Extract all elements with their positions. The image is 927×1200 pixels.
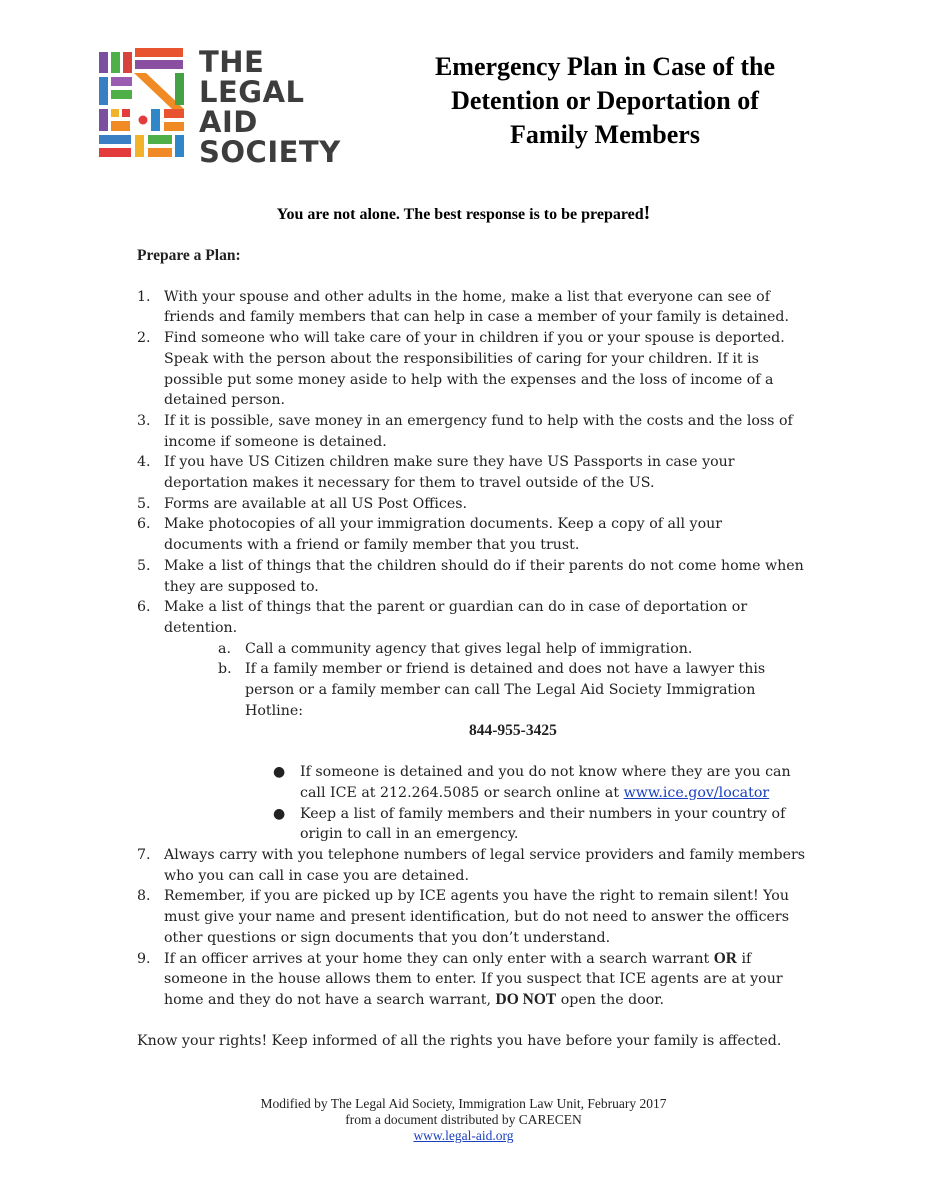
title-line-1: Emergency Plan in Case of the (434, 52, 776, 81)
list-line: Forms are available at all US Post Offices. (164, 495, 468, 512)
logo-wordmark (199, 47, 341, 167)
section-heading: Prepare a Plan: (137, 247, 241, 264)
intro-text: You are not alone. The best response is to be prepared (276, 206, 644, 223)
list-line: who you can call in case you are detained. (164, 867, 470, 884)
list-line: Always carry with you telephone numbers of legal service providers and family members (164, 846, 806, 863)
list-line: If it is possible, save money in an emergency fund to help with the costs and the loss of (164, 412, 793, 429)
list-line: Remember, if you are picked up by ICE agents you have the right to remain silent! You (164, 888, 789, 905)
hotline-number: 844-955-3425 (469, 722, 557, 740)
bullet-line: Keep a list of family members and their numbers in your country of (300, 805, 786, 822)
list-item (137, 494, 797, 515)
list-number: 6. (137, 599, 151, 616)
list-line: detention. (164, 619, 238, 636)
list-item (137, 556, 804, 597)
list-number: 1. (137, 288, 151, 305)
list-number: 9. (137, 950, 151, 967)
bullet-line (300, 783, 797, 804)
list-item (137, 845, 806, 886)
bullet-item-locator (137, 762, 797, 803)
list-line: Make a list of things that the parent or guardian can do in case of deportation or (164, 599, 748, 616)
bullet-dot-icon: ● (273, 764, 286, 781)
list-item (137, 949, 797, 1011)
logo-line-2: LEGAL (199, 75, 305, 109)
list-item (137, 287, 797, 328)
intro-statement (0, 202, 927, 225)
list-line: Call a community agency that gives legal help of immigration. (245, 640, 693, 657)
list-line: income if someone is detained. (164, 433, 387, 450)
list-line: they are supposed to. (164, 578, 319, 595)
intro-exclamation: ! (643, 202, 651, 224)
list-line: If a family member or friend is detained and does not have a lawyer this (245, 661, 766, 678)
list-line: If you have US Citizen children make sure they have US Passports in case your (164, 454, 735, 471)
bullet-line: origin to call in an emergency. (300, 826, 519, 843)
list-item (137, 886, 797, 948)
list-item (137, 452, 797, 493)
list-line-text: if (736, 950, 752, 967)
list-number: 3. (137, 412, 151, 429)
bullet-line: If someone is detained and you do not know where they are you can (300, 764, 791, 781)
emphasis-or: OR (713, 949, 737, 967)
sublist-letter: a. (218, 640, 231, 657)
list-line-text: home and they do not have a search warrant, (164, 991, 496, 1008)
list-item (137, 597, 797, 638)
emphasis-do-not: DO NOT (495, 990, 557, 1008)
list-item (137, 328, 797, 411)
list-number: 6. (137, 516, 151, 533)
logo-line-3: AID (199, 105, 258, 139)
list-line: person or a family member can call The Legal Aid Society Immigration (245, 682, 756, 699)
list-number: 5. (137, 557, 151, 574)
sublist-item (137, 659, 797, 721)
list-line-text: If an officer arrives at your home they can only enter with a search warrant (164, 950, 714, 967)
list-line: deportation makes it necessary for them to travel outside of the US. (164, 475, 655, 492)
list-line-text: open the door. (556, 991, 665, 1008)
list-line: Make a list of things that the children should do if their parents do not come home when (164, 557, 804, 574)
list-line: must give your name and present identification, but do not need to answer the officers (164, 909, 789, 926)
numbered-list (137, 287, 804, 639)
list-number: 8. (137, 888, 151, 905)
list-line (164, 949, 797, 970)
list-line: friends and family members that can help in case a member of your family is detained. (164, 309, 789, 326)
document-title (395, 50, 815, 152)
bullet-dot-icon: ● (273, 805, 286, 822)
sublist-letter: b. (218, 661, 232, 678)
plan-content (137, 246, 806, 1051)
list-line: other questions or sign documents that you don’t understand. (164, 929, 611, 946)
legal-aid-website-link[interactable]: www.legal-aid.org (413, 1128, 514, 1143)
lettered-sublist (137, 639, 797, 722)
footer-line-2: from a document distributed by CARECEN (345, 1112, 582, 1127)
list-line (164, 990, 797, 1011)
bullet-line-text: call ICE at 212.264.5085 or search online at (300, 784, 624, 801)
list-line: With your spouse and other adults in the home, make a list that everyone can see of (164, 288, 770, 305)
closing-statement: Know your rights! Keep informed of all the rights you have before your family is affected. (137, 1032, 782, 1049)
sublist-item (137, 639, 797, 660)
logo-line-4: SOCIETY (199, 135, 341, 169)
legal-aid-society-logo (98, 45, 341, 172)
list-number: 2. (137, 330, 151, 347)
footer (0, 1096, 927, 1144)
footer-line-1: Modified by The Legal Aid Society, Immigration Law Unit, February 2017 (260, 1096, 667, 1111)
logo-line-1: THE (199, 45, 265, 79)
list-line: Speak with the person about the responsibilities of caring for your children. If it is (164, 350, 759, 367)
logo-mosaic-icon (98, 47, 188, 167)
list-line: Hotline: (245, 702, 304, 719)
list-line: Find someone who will take care of your in children if you or your spouse is deported. (164, 330, 785, 347)
list-line: detained person. (164, 392, 286, 409)
list-number: 7. (137, 846, 151, 863)
title-line-2: Detention or Deportation of (451, 86, 759, 115)
list-line: Make photocopies of all your immigration documents. Keep a copy of all your (164, 516, 723, 533)
title-line-3: Family Members (510, 120, 700, 149)
list-line: possible put some money aside to help with the expenses and the loss of income of a (164, 371, 774, 388)
ice-locator-link[interactable]: www.ice.gov/locator (623, 784, 770, 801)
list-number: 4. (137, 454, 151, 471)
list-line: documents with a friend or family member that you trust. (164, 537, 580, 554)
numbered-list-continued (137, 845, 806, 949)
list-line: someone in the house allows them to enter. If you suspect that ICE agents are at your (164, 971, 783, 988)
list-item (137, 514, 797, 555)
list-item (137, 411, 797, 452)
list-number: 5. (137, 495, 151, 512)
bullet-item-family-list (137, 804, 797, 845)
